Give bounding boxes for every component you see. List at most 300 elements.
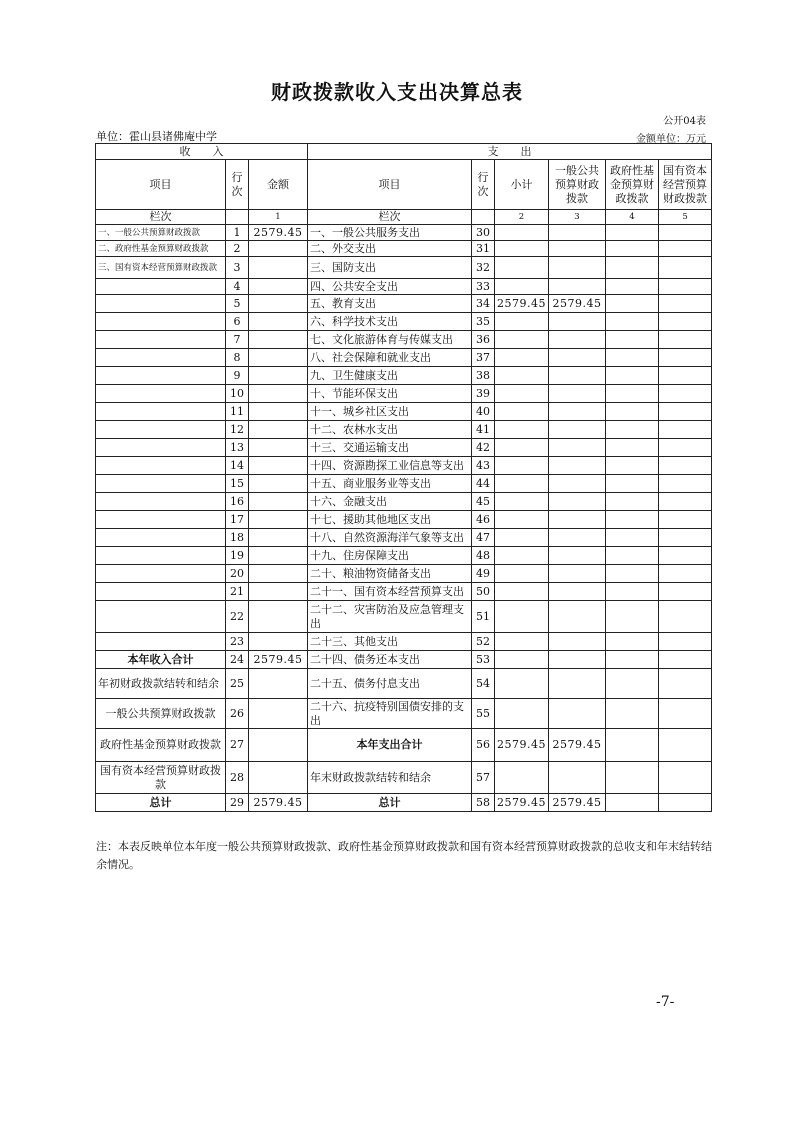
subtotal-amount (495, 241, 549, 257)
expense-row-no: 43 (472, 457, 495, 475)
state-capital-amount (659, 511, 712, 529)
income-row-no: 4 (226, 279, 249, 295)
income-row-no: 29 (226, 794, 249, 812)
subtotal-amount (495, 385, 549, 403)
income-row-no: 20 (226, 565, 249, 583)
income-amount (249, 475, 308, 493)
gov-fund-amount (606, 511, 659, 529)
column-3: 3 (549, 210, 606, 225)
income-item: 二、政府性基金预算财政拨款 (96, 241, 226, 257)
expense-row-no: 44 (472, 475, 495, 493)
general-budget-amount: 2579.45 (549, 729, 606, 762)
income-amount (249, 295, 308, 313)
expense-row-no: 51 (472, 601, 495, 633)
table-row (96, 547, 712, 565)
page-number: -7- (656, 994, 675, 1010)
income-row-no: 5 (226, 295, 249, 313)
income-amount (249, 583, 308, 601)
general-budget-amount (549, 669, 606, 699)
income-item (96, 633, 226, 651)
income-amount (249, 349, 308, 367)
general-budget-amount (549, 279, 606, 295)
income-row-no: 2 (226, 241, 249, 257)
expense-row-no: 58 (472, 794, 495, 812)
income-item (96, 583, 226, 601)
expense-row-no: 42 (472, 439, 495, 457)
table-row (96, 475, 712, 493)
income-row-no: 12 (226, 421, 249, 439)
income-amount (249, 547, 308, 565)
expense-row-no: 35 (472, 313, 495, 331)
table-row (96, 729, 712, 762)
subtotal-header: 小计 (495, 160, 549, 210)
gov-fund-amount (606, 279, 659, 295)
general-budget-amount (549, 385, 606, 403)
state-capital-amount (659, 225, 712, 241)
subtotal-amount (495, 475, 549, 493)
table-row (96, 669, 712, 699)
general-budget-amount (549, 633, 606, 651)
income-amount (249, 601, 308, 633)
gov-fund-amount (606, 313, 659, 331)
expense-row-no: 46 (472, 511, 495, 529)
expense-item: 总计 (308, 794, 472, 812)
expense-row-no: 32 (472, 257, 495, 279)
state-capital-amount (659, 385, 712, 403)
income-amount (249, 257, 308, 279)
state-capital-amount (659, 493, 712, 511)
income-row-no: 3 (226, 257, 249, 279)
subtotal-amount (495, 313, 549, 331)
expense-row-no: 55 (472, 699, 495, 729)
general-budget-amount (549, 511, 606, 529)
income-item: 本年收入合计 (96, 651, 226, 669)
expense-item: 三、国防支出 (308, 257, 472, 279)
income-row-no: 1 (226, 225, 249, 241)
expense-item: 十一、城乡社区支出 (308, 403, 472, 421)
table-row (96, 794, 712, 812)
gov-fund-amount (606, 762, 659, 794)
table-row (96, 633, 712, 651)
gov-fund-amount (606, 633, 659, 651)
income-item: 三、国有资本经营预算财政拨款 (96, 257, 226, 279)
column-label-2: 栏次 (308, 210, 472, 225)
income-amount (249, 331, 308, 349)
page-title: 财政拨款收入支出决算总表 (271, 80, 523, 104)
income-amount (249, 457, 308, 475)
gov-fund-amount (606, 547, 659, 565)
expense-item: 二十四、债务还本支出 (308, 651, 472, 669)
income-item: 一、一般公共预算财政拨款 (96, 225, 226, 241)
income-amount (249, 729, 308, 762)
income-row-no: 7 (226, 331, 249, 349)
state-capital-header: 国有资本经营预算财政拨款 (659, 160, 712, 210)
table-row (96, 241, 712, 257)
expense-item: 十六、金融支出 (308, 493, 472, 511)
expense-item-header: 项目 (308, 160, 472, 210)
expense-item: 九、卫生健康支出 (308, 367, 472, 385)
general-budget-amount (549, 257, 606, 279)
expense-row-no: 52 (472, 633, 495, 651)
income-amount (249, 403, 308, 421)
state-capital-amount (659, 367, 712, 385)
gov-fund-amount (606, 475, 659, 493)
column-4: 4 (606, 210, 659, 225)
table-row (96, 565, 712, 583)
state-capital-amount (659, 349, 712, 367)
table-row (96, 762, 712, 794)
gov-fund-amount (606, 601, 659, 633)
income-item (96, 295, 226, 313)
income-item (96, 279, 226, 295)
table-row (96, 367, 712, 385)
subtotal-amount (495, 547, 549, 565)
table-row (96, 331, 712, 349)
gov-fund-amount (606, 729, 659, 762)
general-budget-amount (549, 583, 606, 601)
expense-row-no: 57 (472, 762, 495, 794)
general-budget-amount (549, 699, 606, 729)
expense-row-no: 36 (472, 331, 495, 349)
expense-row-no: 48 (472, 547, 495, 565)
subtotal-amount (495, 457, 549, 475)
income-amount (249, 279, 308, 295)
gov-fund-amount (606, 295, 659, 313)
state-capital-amount (659, 565, 712, 583)
expense-item: 六、科学技术支出 (308, 313, 472, 331)
subtotal-amount (495, 669, 549, 699)
income-item (96, 439, 226, 457)
income-row-no: 15 (226, 475, 249, 493)
state-capital-amount (659, 529, 712, 547)
state-capital-amount (659, 457, 712, 475)
subtotal-amount (495, 367, 549, 385)
expense-row-no: 49 (472, 565, 495, 583)
expense-item: 十七、援助其他地区支出 (308, 511, 472, 529)
general-budget-amount (549, 547, 606, 565)
expense-row-no: 50 (472, 583, 495, 601)
general-budget-amount (549, 439, 606, 457)
column-label: 栏次 (96, 210, 226, 225)
general-budget-amount: 2579.45 (549, 295, 606, 313)
income-amount (249, 511, 308, 529)
table-row (96, 439, 712, 457)
general-budget-amount (549, 367, 606, 385)
expense-item: 年末财政拨款结转和结余 (308, 762, 472, 794)
general-budget-amount: 2579.45 (549, 794, 606, 812)
income-item (96, 529, 226, 547)
state-capital-amount (659, 279, 712, 295)
general-budget-amount (549, 313, 606, 331)
income-amount (249, 565, 308, 583)
income-row-no-header: 行次 (226, 160, 249, 210)
subtotal-amount (495, 403, 549, 421)
state-capital-amount (659, 421, 712, 439)
column-blank-2 (472, 210, 495, 225)
budget-summary-table (95, 143, 712, 812)
income-amount (249, 493, 308, 511)
subtotal-amount: 2579.45 (495, 729, 549, 762)
gov-fund-amount (606, 583, 659, 601)
income-item (96, 313, 226, 331)
general-budget-amount (549, 651, 606, 669)
income-row-no: 25 (226, 669, 249, 699)
income-row-no: 21 (226, 583, 249, 601)
expense-row-no: 33 (472, 279, 495, 295)
income-item: 国有资本经营预算财政拨款 (96, 762, 226, 794)
subtotal-amount: 2579.45 (495, 794, 549, 812)
subtotal-amount (495, 583, 549, 601)
state-capital-amount (659, 633, 712, 651)
table-row (96, 403, 712, 421)
subtotal-amount (495, 349, 549, 367)
state-capital-amount (659, 331, 712, 349)
column-5: 5 (659, 210, 712, 225)
gov-fund-amount (606, 403, 659, 421)
expense-item: 二十二、灾害防治及应急管理支出 (308, 601, 472, 633)
expense-row-no: 47 (472, 529, 495, 547)
expense-item: 二十六、抗疫特别国债安排的支出 (308, 699, 472, 729)
gov-fund-amount (606, 241, 659, 257)
table-row (96, 583, 712, 601)
gov-fund-amount (606, 331, 659, 349)
income-amount (249, 762, 308, 794)
subtotal-amount (495, 421, 549, 439)
subtotal-amount (495, 225, 549, 241)
expense-item: 十二、农林水支出 (308, 421, 472, 439)
reporting-unit: 单位：霍山县诸佛庵中学 (96, 130, 217, 143)
state-capital-amount (659, 729, 712, 762)
subtotal-amount (495, 493, 549, 511)
income-row-no: 6 (226, 313, 249, 331)
income-item (96, 601, 226, 633)
expense-row-no: 30 (472, 225, 495, 241)
income-row-no: 17 (226, 511, 249, 529)
table-row (96, 313, 712, 331)
subtotal-amount (495, 529, 549, 547)
general-budget-amount (549, 349, 606, 367)
income-amount (249, 313, 308, 331)
expense-item: 本年支出合计 (308, 729, 472, 762)
expense-row-no: 45 (472, 493, 495, 511)
state-capital-amount (659, 295, 712, 313)
expense-header: 支 出 (308, 144, 712, 160)
column-blank (226, 210, 249, 225)
expense-row-no: 40 (472, 403, 495, 421)
income-row-no: 18 (226, 529, 249, 547)
income-row-no: 26 (226, 699, 249, 729)
expense-item: 二十三、其他支出 (308, 633, 472, 651)
table-row (96, 651, 712, 669)
gov-fund-amount (606, 651, 659, 669)
income-item (96, 475, 226, 493)
general-budget-amount (549, 762, 606, 794)
state-capital-amount (659, 439, 712, 457)
table-row (96, 295, 712, 313)
expense-row-no: 41 (472, 421, 495, 439)
expense-item: 二、外交支出 (308, 241, 472, 257)
income-amount: 2579.45 (249, 225, 308, 241)
expense-row-no: 34 (472, 295, 495, 313)
income-row-no: 24 (226, 651, 249, 669)
income-row-no: 10 (226, 385, 249, 403)
income-row-no: 19 (226, 547, 249, 565)
expense-row-no: 38 (472, 367, 495, 385)
state-capital-amount (659, 403, 712, 421)
form-code: 公开04表 (663, 116, 706, 127)
income-row-no: 8 (226, 349, 249, 367)
gov-fund-amount (606, 367, 659, 385)
income-amount (249, 633, 308, 651)
general-budget-amount (549, 601, 606, 633)
subtotal-amount (495, 651, 549, 669)
table-row (96, 601, 712, 633)
general-budget-amount (549, 241, 606, 257)
expense-item: 一、一般公共服务支出 (308, 225, 472, 241)
income-row-no: 16 (226, 493, 249, 511)
gov-fund-header: 政府性基金预算财政拨款 (606, 160, 659, 210)
gov-fund-amount (606, 439, 659, 457)
income-row-no: 23 (226, 633, 249, 651)
state-capital-amount (659, 601, 712, 633)
expense-item: 二十五、债务付息支出 (308, 669, 472, 699)
general-budget-amount (549, 331, 606, 349)
state-capital-amount (659, 669, 712, 699)
gov-fund-amount (606, 257, 659, 279)
income-item (96, 385, 226, 403)
expense-row-no: 53 (472, 651, 495, 669)
income-amount: 2579.45 (249, 651, 308, 669)
gov-fund-amount (606, 457, 659, 475)
income-item: 总计 (96, 794, 226, 812)
expense-item: 五、教育支出 (308, 295, 472, 313)
gov-fund-amount (606, 699, 659, 729)
gov-fund-amount (606, 565, 659, 583)
state-capital-amount (659, 313, 712, 331)
income-row-no: 13 (226, 439, 249, 457)
expense-item: 十九、住房保障支出 (308, 547, 472, 565)
table-row (96, 493, 712, 511)
expense-row-no: 56 (472, 729, 495, 762)
income-item (96, 349, 226, 367)
general-budget-amount (549, 457, 606, 475)
table-row (96, 279, 712, 295)
subtotal-amount (495, 511, 549, 529)
expense-item: 十、节能环保支出 (308, 385, 472, 403)
table-row (96, 421, 712, 439)
expense-item: 二十一、国有资本经营预算支出 (308, 583, 472, 601)
general-budget-header: 一般公共预算财政拨款 (549, 160, 606, 210)
subtotal-amount (495, 699, 549, 729)
table-row (96, 257, 712, 279)
income-item (96, 493, 226, 511)
gov-fund-amount (606, 529, 659, 547)
income-row-no: 28 (226, 762, 249, 794)
gov-fund-amount (606, 385, 659, 403)
expense-row-no: 37 (472, 349, 495, 367)
income-item (96, 511, 226, 529)
table-note: 注：本表反映单位本年度一般公共预算财政拨款、政府性基金预算财政拨款和国有资本经营预算财政拨款的总收支和年末结转结余情况。 (96, 840, 712, 871)
subtotal-amount (495, 565, 549, 583)
general-budget-amount (549, 225, 606, 241)
income-amount (249, 439, 308, 457)
income-amount (249, 529, 308, 547)
income-item: 一般公共预算财政拨款 (96, 699, 226, 729)
expense-row-no: 31 (472, 241, 495, 257)
income-item (96, 403, 226, 421)
expense-item: 四、公共安全支出 (308, 279, 472, 295)
expense-item: 十八、自然资源海洋气象等支出 (308, 529, 472, 547)
table-row (96, 511, 712, 529)
income-row-no: 9 (226, 367, 249, 385)
state-capital-amount (659, 651, 712, 669)
income-item (96, 367, 226, 385)
gov-fund-amount (606, 669, 659, 699)
expense-row-no: 39 (472, 385, 495, 403)
expense-item: 十五、商业服务业等支出 (308, 475, 472, 493)
subtotal-amount (495, 601, 549, 633)
general-budget-amount (549, 565, 606, 583)
state-capital-amount (659, 699, 712, 729)
income-item (96, 421, 226, 439)
general-budget-amount (549, 475, 606, 493)
money-unit: 金额单位：万元 (636, 134, 706, 145)
expense-row-no-header: 行次 (472, 160, 495, 210)
table-row (96, 457, 712, 475)
subtotal-amount (495, 331, 549, 349)
state-capital-amount (659, 583, 712, 601)
income-item (96, 331, 226, 349)
income-item (96, 457, 226, 475)
income-amount: 2579.45 (249, 794, 308, 812)
income-row-no: 22 (226, 601, 249, 633)
income-item: 政府性基金预算财政拨款 (96, 729, 226, 762)
income-amount (249, 241, 308, 257)
income-item: 年初财政拨款结转和结余 (96, 669, 226, 699)
state-capital-amount (659, 547, 712, 565)
income-amount (249, 699, 308, 729)
income-amount (249, 421, 308, 439)
general-budget-amount (549, 403, 606, 421)
income-amount (249, 669, 308, 699)
general-budget-amount (549, 421, 606, 439)
subtotal-amount (495, 633, 549, 651)
expense-item: 七、文化旅游体育与传媒支出 (308, 331, 472, 349)
gov-fund-amount (606, 225, 659, 241)
state-capital-amount (659, 762, 712, 794)
subtotal-amount: 2579.45 (495, 295, 549, 313)
income-item-header: 项目 (96, 160, 226, 210)
expense-item: 二十、粮油物资储备支出 (308, 565, 472, 583)
gov-fund-amount (606, 493, 659, 511)
column-2: 2 (495, 210, 549, 225)
gov-fund-amount (606, 794, 659, 812)
table-row (96, 529, 712, 547)
income-row-no: 27 (226, 729, 249, 762)
table-row (96, 349, 712, 367)
state-capital-amount (659, 257, 712, 279)
table-row (96, 225, 712, 241)
income-amount (249, 367, 308, 385)
general-budget-amount (549, 529, 606, 547)
table-row (96, 699, 712, 729)
income-row-no: 11 (226, 403, 249, 421)
state-capital-amount (659, 794, 712, 812)
income-header: 收 入 (96, 144, 308, 160)
income-amount (249, 385, 308, 403)
subtotal-amount (495, 257, 549, 279)
income-row-no: 14 (226, 457, 249, 475)
